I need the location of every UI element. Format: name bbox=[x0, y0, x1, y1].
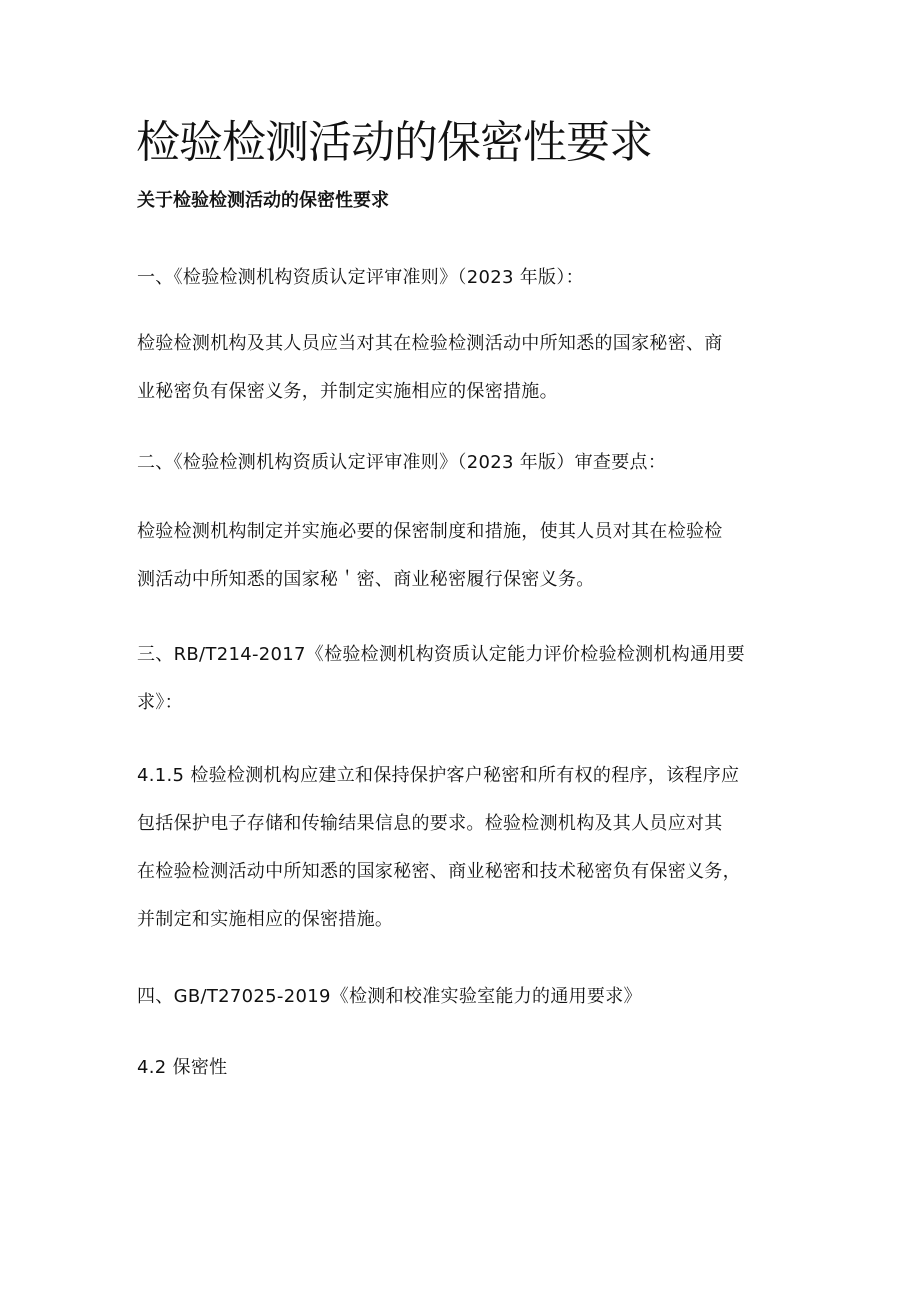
section-1-heading bbox=[137, 254, 797, 302]
text-line: 四、GB/T27025-2019《检测和校准实验室能力的通用要求》 bbox=[137, 986, 642, 1007]
text-line: 4.1.5 检验检测机构应建立和保持保护客户秘密和所有权的程序，该程序应 bbox=[137, 765, 740, 786]
text-line: 在检验检测活动中所知悉的国家秘密、商业秘密和技术秘密负有保密义务， bbox=[137, 861, 741, 882]
document-title: 检验检测活动的保密性要求 bbox=[136, 117, 652, 168]
text-line: 三、RB/T214-2017《检验检测机构资质认定能力评价检验检测机构通用要 bbox=[137, 644, 745, 665]
text-line: 二、《检验检测机构资质认定评审准则》（2023 年版）审查要点： bbox=[137, 452, 667, 473]
text-line: 4.2 保密性 bbox=[137, 1057, 228, 1078]
text-line: 检验检测机构制定并实施必要的保密制度和措施，使其人员对其在检验检 bbox=[137, 521, 723, 542]
document-subtitle: 关于检验检测活动的保密性要求 bbox=[137, 190, 389, 211]
text-line: 测活动中所知悉的国家秘＇密、商业秘密履行保密义务。 bbox=[137, 569, 595, 590]
text-line: 检验检测机构及其人员应当对其在检验检测活动中所知悉的国家秘密、商 bbox=[137, 333, 723, 354]
section-3-heading bbox=[137, 631, 797, 727]
text-line: 业秘密负有保密义务，并制定实施相应的保密措施。 bbox=[137, 381, 558, 402]
section-3-body bbox=[137, 752, 797, 944]
text-line: 包括保护电子存储和传输结果信息的要求。检验检测机构及其人员应对其 bbox=[137, 813, 723, 834]
section-1-body bbox=[137, 320, 797, 416]
section-2-heading bbox=[137, 439, 797, 487]
section-2-body bbox=[137, 508, 797, 604]
text-line: 一、《检验检测机构资质认定评审准则》（2023 年版）： bbox=[137, 267, 584, 288]
section-4-clause bbox=[137, 1044, 797, 1092]
text-line: 求》： bbox=[137, 692, 183, 713]
section-4-heading bbox=[137, 973, 797, 1021]
text-line: 并制定和实施相应的保密措施。 bbox=[137, 909, 394, 930]
